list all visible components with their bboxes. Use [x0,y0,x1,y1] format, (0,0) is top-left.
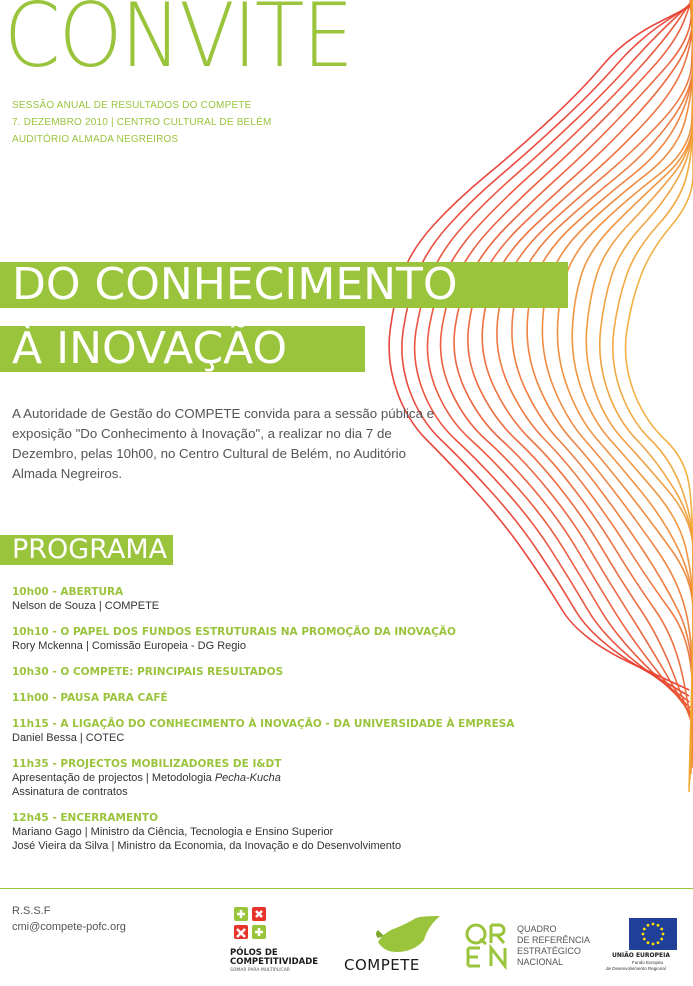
footer-divider [0,888,693,889]
programa-list [12,585,572,865]
programa-item-title: 11h00 - PAUSA PARA CAFÉ [12,692,168,704]
programa-item [12,665,572,679]
programa-item-detail: Nelson de Souza | COMPETE [12,600,160,612]
programa-item-title: 10h00 - ABERTURA [12,586,124,598]
eu-sub-2: de Desenvolvimento Regional [606,966,666,971]
qren-line: DE REFERÊNCIA [517,935,591,945]
headline-line-1: DO CONHECIMENTO [0,262,568,308]
compete-bird-icon [344,912,444,956]
intro-paragraph: A Autoridade de Gestão do COMPETE convida para a sessão pública e exposição "Do Conhecimento à Inovação", a realizar no dia 7 de Dezembro, pelas 10h00, no Centro Cultural de Belém, no Auditório Almada Negreiros. [12,406,435,481]
polos-tagline: SOMAR PARA MULTIPLICAR [230,968,290,973]
eu-star [647,924,650,927]
programa-heading: PROGRAMA [0,535,173,565]
polos-line-2: COMPETITIVIDADE [230,957,319,967]
programa-item [12,625,572,653]
eu-flag-icon [629,918,677,950]
event-date-venue: 7. DEZEMBRO 2010 | CENTRO CULTURAL DE BELÉM [12,117,272,128]
programa-item-title: 11h35 - PROJECTOS MOBILIZADORES DE I&DT [12,758,282,770]
eu-logo [600,918,690,978]
programa-item-detail: Rory Mckenna | Comissão Europeia - DG Regio [12,640,246,652]
eu-star [652,923,655,926]
eu-star [647,941,650,944]
qren-line: QUADRO [517,924,557,934]
eu-star [657,924,660,927]
programa-item [12,691,572,705]
programa-item-detail: Apresentação de projectos | Metodologia Pecha-Kucha [12,772,281,784]
qren-line: ESTRATÉGICO [517,946,581,956]
compete-logo [344,912,444,974]
programa-item-detail: Mariano Gago | Ministro da Ciência, Tecnologia e Ensino Superior [12,826,334,838]
contact-email[interactable]: cmi@compete-pofc.org [12,921,126,933]
eu-star [660,928,663,931]
eu-star [643,938,646,941]
programa-item [12,717,572,745]
rssf-label: R.S.S.F [12,905,51,917]
eu-title: UNIÃO EUROPEIA [612,952,671,959]
invite-title: CONVITE [4,0,352,87]
polos-crosses-icon [232,905,272,945]
eu-star [652,943,655,946]
programa-item-title: 10h10 - O PAPEL DOS FUNDOS ESTRUTURAIS NA PROMOÇÃO DA INOVAÇÃO [12,626,456,638]
programa-item-detail: Assinatura de contratos [12,786,128,798]
programa-item [12,585,572,613]
programa-item-title: 11h15 - A LIGAÇÃO DO CONHECIMENTO À INOVAÇÃO - DA UNIVERSIDADE À EMPRESA [12,718,515,730]
polos-logo [230,905,340,975]
eu-star [662,933,665,936]
qren-mark-icon [465,922,511,970]
eu-sub-1: Fundo Europeu [632,960,664,965]
qren-text [517,924,590,968]
eu-star [642,933,645,936]
programa-item-detail: Daniel Bessa | COTEC [12,732,125,744]
programa-item-detail: José Vieira da Silva | Ministro da Economia, da Inovação e do Desenvolvimento [12,840,402,852]
eu-star [660,938,663,941]
programa-item-title: 12h45 - ENCERRAMENTO [12,812,159,824]
headline-line-2: À INOVAÇÃO [0,326,365,372]
event-name: SESSÃO ANUAL DE RESULTADOS DO COMPETE [12,100,252,111]
event-auditorium: AUDITÓRIO ALMADA NEGREIROS [12,134,179,145]
eu-star [657,941,660,944]
qren-line: NACIONAL [517,957,564,967]
eu-star [643,928,646,931]
programa-item [12,811,572,853]
programa-item [12,757,572,799]
qren-logo [465,922,600,974]
programa-item-title: 10h30 - O COMPETE: PRINCIPAIS RESULTADOS [12,666,284,678]
compete-wordmark: COMPETE [344,956,420,974]
polos-line-1: PÓLOS DE [230,948,278,958]
contour-line [557,0,693,762]
contour-line [586,0,693,774]
